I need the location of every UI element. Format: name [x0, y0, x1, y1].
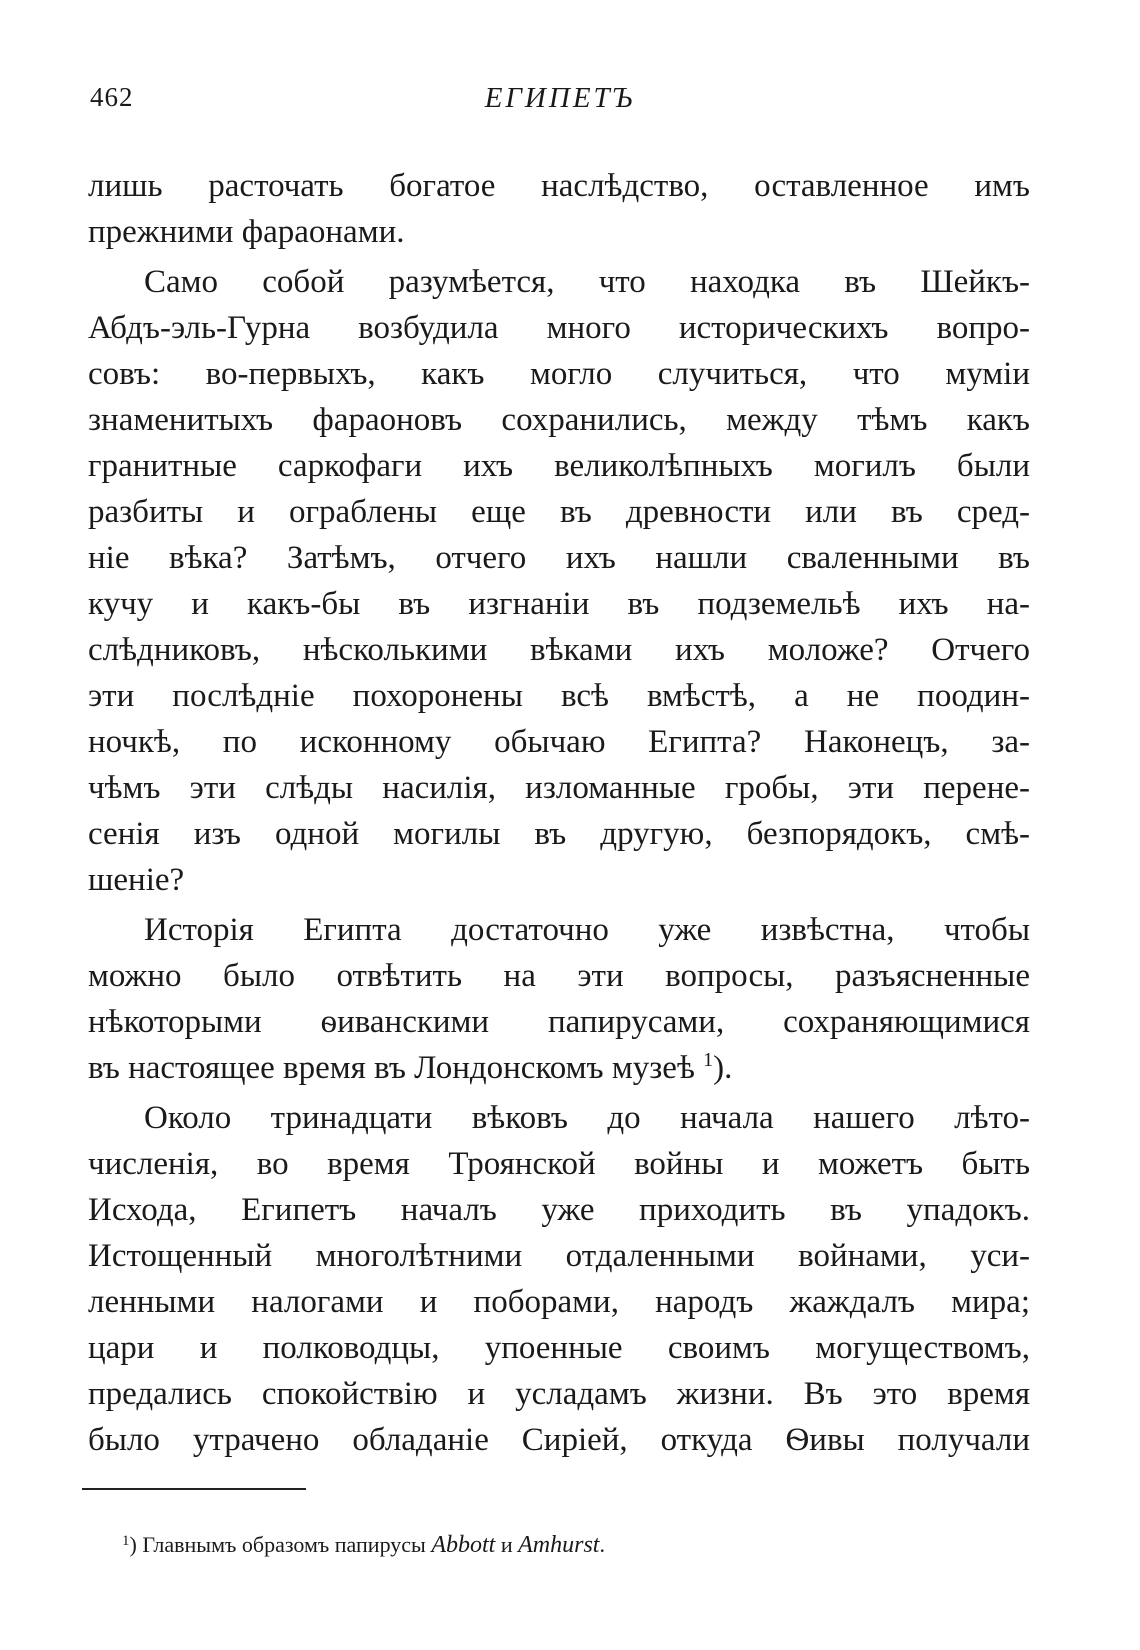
- paragraph: [88, 163, 1030, 255]
- text-line: знаменитыхъ фараоновъ сохранились, между тѣмъ какъ: [88, 402, 1030, 438]
- text-line: гранитные саркофаги ихъ великолѣпныхъ могилъ были: [88, 448, 1030, 484]
- text-line: Исторія Египта достаточно уже извѣстна, чтобы: [144, 912, 1030, 948]
- footnote-conjunction: и: [500, 1532, 513, 1557]
- text-line: Абдъ-эль-Гурна возбудила много историческихъ вопро-: [88, 310, 1030, 346]
- paragraph: [88, 1095, 1030, 1463]
- text-line: предались спокойствію и усладамъ жизни. Въ это время: [88, 1376, 1030, 1412]
- text-line: Исхода, Египетъ началъ уже приходить въ упадокъ.: [88, 1192, 1030, 1228]
- text-line: можно было отвѣтить на эти вопросы, разъясненные: [88, 958, 1030, 994]
- running-head: [90, 82, 1030, 122]
- text-line: слѣдниковъ, нѣсколькими вѣками ихъ моложе? Отчего: [88, 632, 1030, 668]
- paragraph: [88, 259, 1030, 903]
- text-line: прежними фараонами.: [88, 214, 405, 250]
- footnote-name-amhurst: Amhurst: [518, 1532, 600, 1558]
- text-line: эти послѣдніе похоронены всѣ вмѣстѣ, а не поодин-: [88, 678, 1030, 714]
- text-line: чѣмъ эти слѣды насилія, изломанные гробы, эти перене-: [88, 770, 1030, 806]
- text-line: кучу и какъ-бы въ изгнаніи въ подземельѣ ихъ на-: [88, 586, 1030, 622]
- text-line: шеніе?: [88, 862, 185, 898]
- text-line: ночкѣ, по исконному обычаю Египта? Наконецъ, за-: [88, 724, 1030, 760]
- text-line: [88, 1045, 1030, 1091]
- footnote-reference[interactable]: 1: [703, 1049, 714, 1071]
- footnote-end: .: [599, 1532, 605, 1557]
- text-line: Само собой разумѣется, что находка въ Шейкъ-: [144, 264, 1030, 300]
- text-line: Около тринадцати вѣковъ до начала нашего лѣто-: [144, 1100, 1030, 1136]
- text-line: разбиты и ограблены еще въ древности или въ сред-: [88, 494, 1030, 530]
- text-line: нѣкоторыми ѳиванскими папирусами, сохраняющимися: [88, 1004, 1030, 1040]
- paragraph: [88, 907, 1030, 1091]
- text-line: ніе вѣка? Затѣмъ, отчего ихъ нашли сваленными въ: [88, 540, 1030, 576]
- text-line: совъ: во-первыхъ, какъ могло случиться, что муміи: [88, 356, 1030, 392]
- text-line-content: въ настоящее время въ Лондонскомъ музеѣ: [88, 1050, 695, 1086]
- body-text: [88, 163, 1030, 1463]
- running-title: ЕГИПЕТЪ: [484, 82, 636, 114]
- text-line: ленными налогами и поборами, народъ жаждалъ мира;: [88, 1284, 1030, 1320]
- closing-punctuation: ).: [713, 1050, 733, 1086]
- text-line: сенія изъ одной могилы въ другую, безпорядокъ, смѣ-: [88, 816, 1030, 852]
- page-number: 462: [90, 82, 134, 112]
- footnote-divider: [82, 1488, 306, 1490]
- footnote-name-abbott: Abbott: [431, 1532, 496, 1558]
- text-line: цари и полководцы, упоенные своимъ могуществомъ,: [88, 1330, 1030, 1366]
- footnote-text: Главнымъ образомъ папирусы: [142, 1532, 426, 1557]
- text-line: численія, во время Троянской войны и можетъ быть: [88, 1146, 1030, 1182]
- text-line: Истощенный многолѣтними отдаленными войнами, уси-: [88, 1238, 1030, 1274]
- footnote-mark: 1: [122, 1533, 130, 1549]
- text-line: было утрачено обладаніе Сиріей, откуда Ѳивы получали: [88, 1422, 1030, 1458]
- text-line: лишь расточать богатое наслѣдство, оставленное имъ: [88, 168, 1030, 204]
- footnote-paren: ): [129, 1532, 137, 1557]
- footnote: [122, 1532, 605, 1559]
